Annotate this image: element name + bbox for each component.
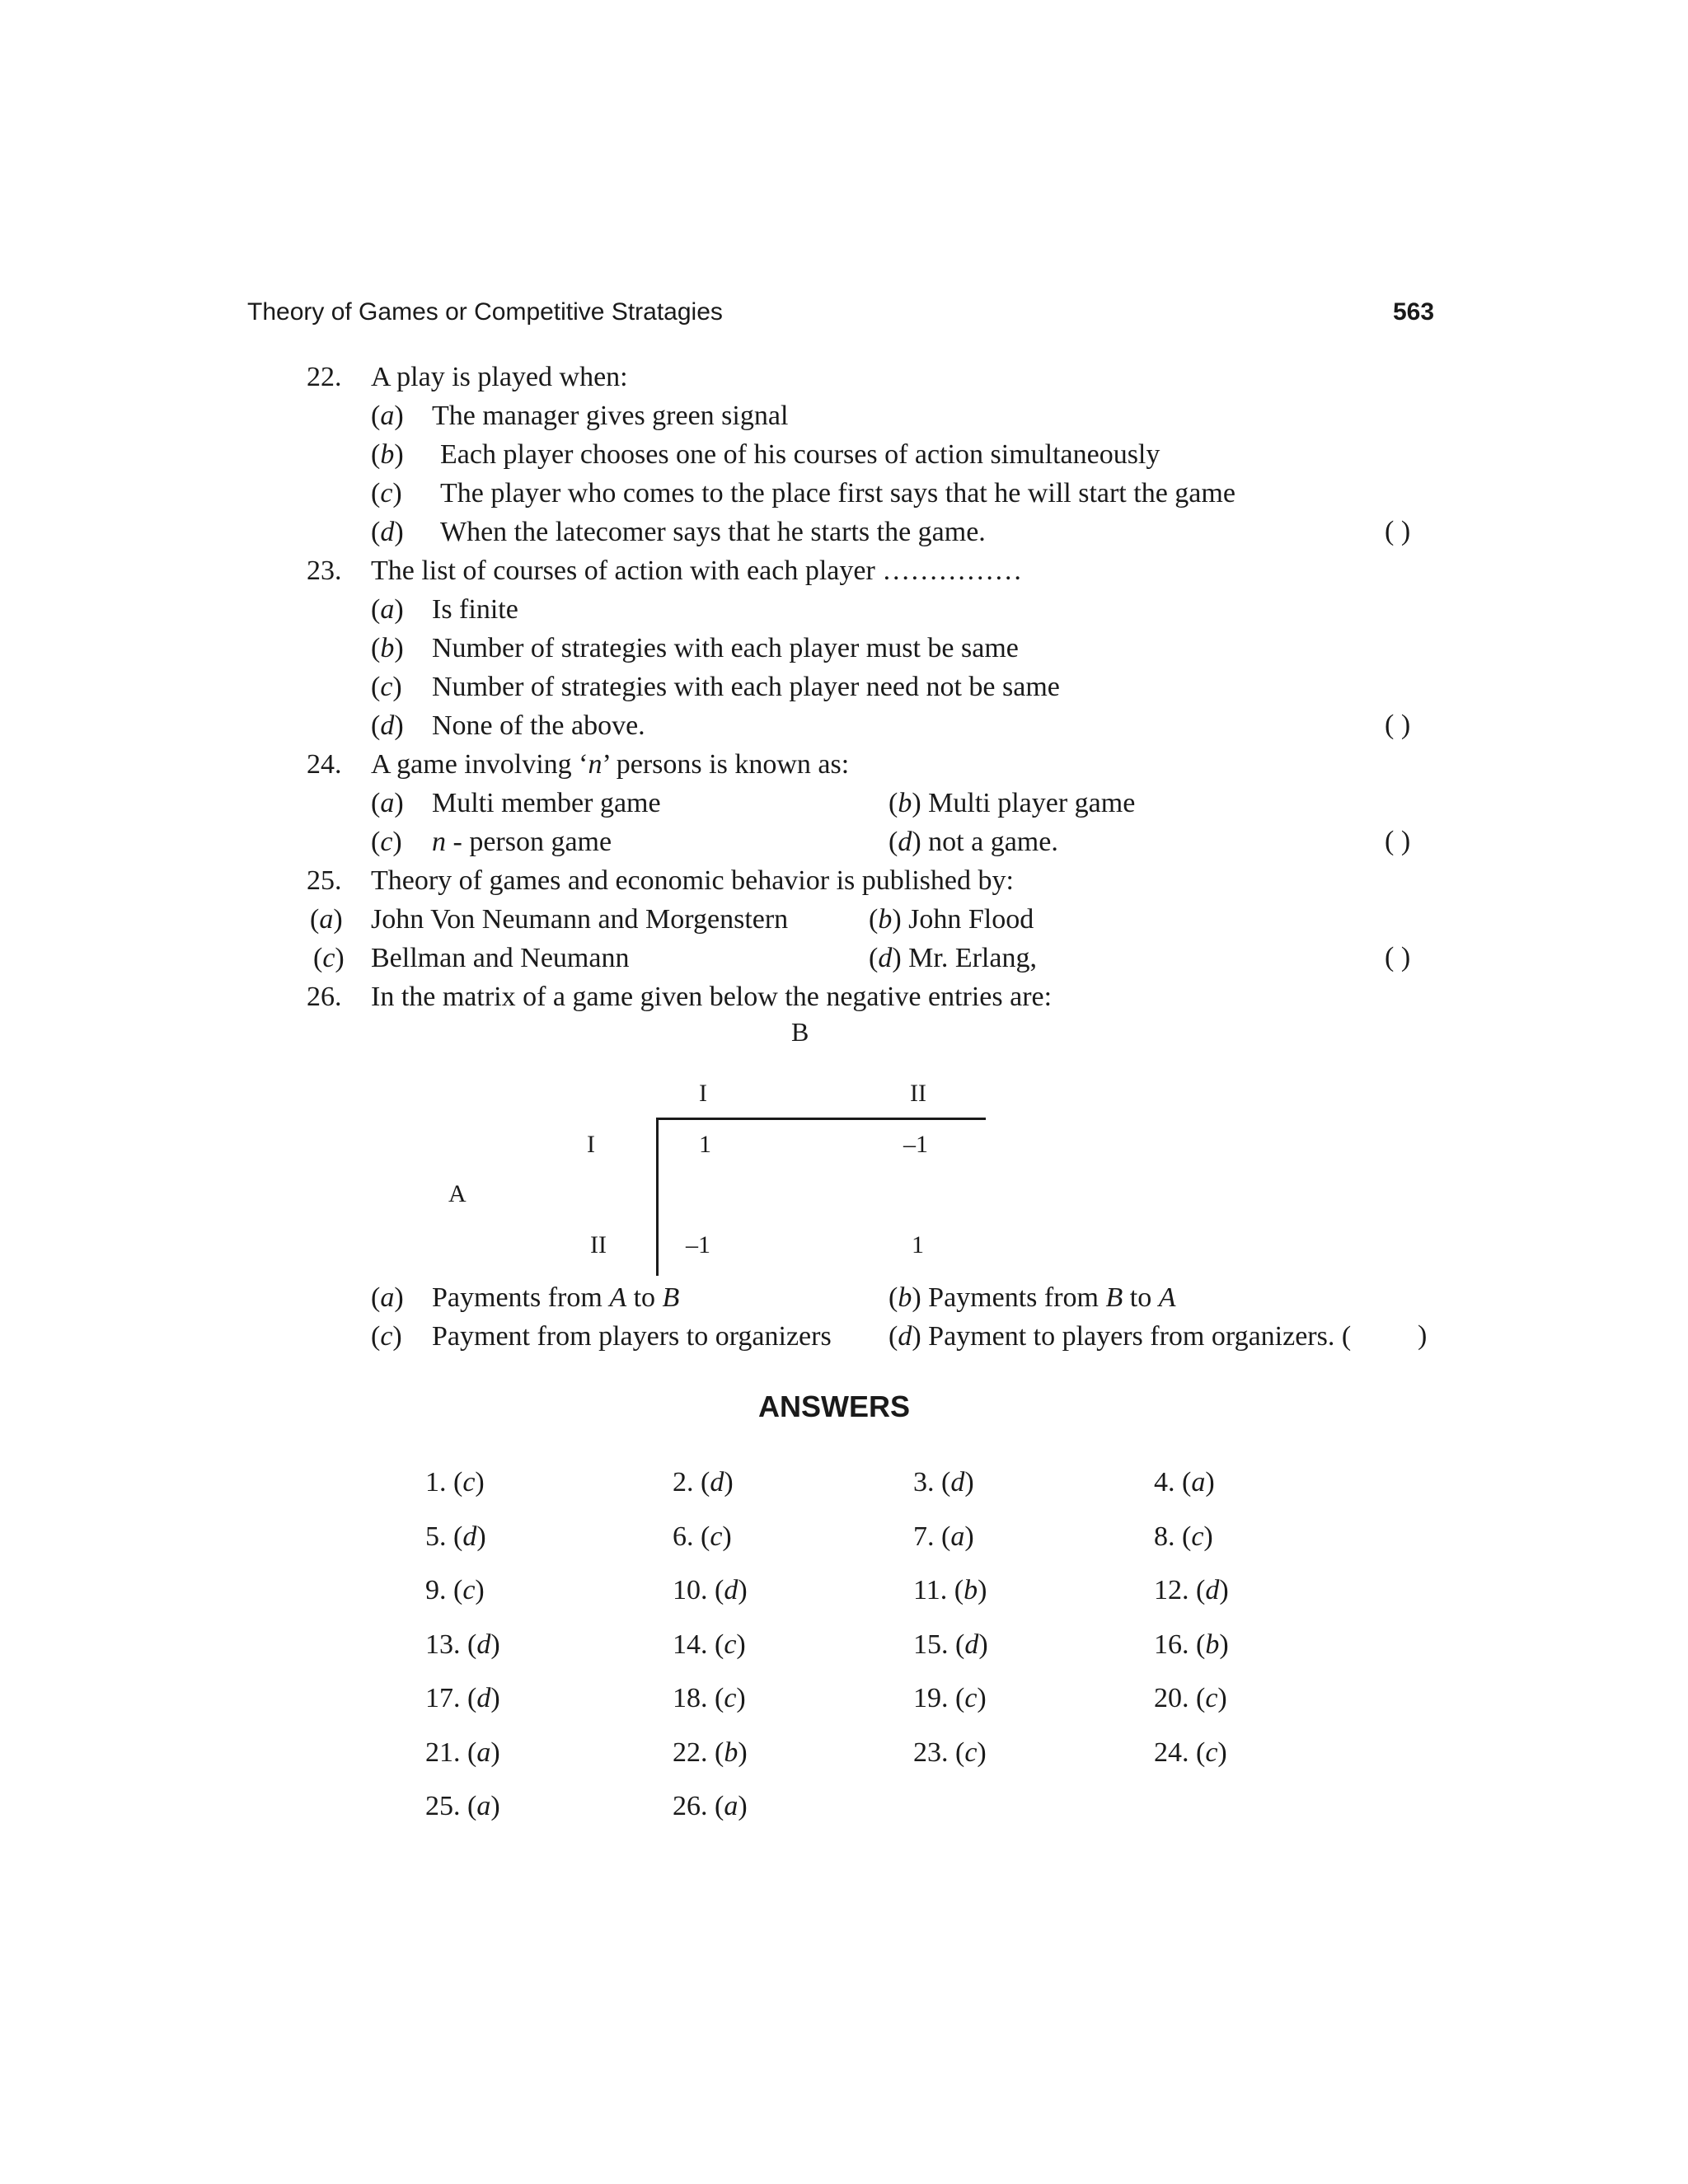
question-22-number: 22. — [307, 362, 342, 392]
answer-number: 19. — [913, 1683, 949, 1713]
answer-item: 25. (a) — [425, 1791, 500, 1821]
question-22-option-d-text: When the latecomer says that he starts the game. — [440, 517, 986, 547]
question-23-text: The list of courses of action with each player …………… — [371, 555, 1023, 586]
answer-option: d — [724, 1575, 738, 1605]
answer-option: a — [476, 1737, 491, 1768]
answer-item: 2. (d) — [673, 1467, 734, 1497]
question-24-option-d: (d) not a game. — [889, 827, 1058, 857]
matrix-row-label-1: I — [587, 1131, 595, 1158]
question-23-answer-box: ( ) — [1385, 710, 1411, 740]
question-25-option-b: (b) John Flood — [869, 904, 1034, 935]
answer-option: c — [724, 1629, 737, 1660]
question-26-text: In the matrix of a game given below the negative entries are: — [371, 982, 1053, 1012]
answer-option: d — [476, 1683, 491, 1713]
answer-option: c — [462, 1575, 476, 1605]
answer-item: 21. (a) — [425, 1737, 500, 1768]
question-26-option-a: (a) — [371, 1282, 404, 1313]
answer-item: 22. (b) — [673, 1737, 748, 1768]
answer-option: b — [1205, 1629, 1220, 1660]
question-25-text: Theory of games and economic behavior is published by: — [371, 865, 1014, 896]
question-25-option-c-text: Bellman and Neumann — [371, 943, 630, 973]
answer-option: d — [964, 1629, 979, 1660]
answer-number: 20. — [1154, 1683, 1189, 1713]
matrix-cell-1-2: –1 — [903, 1131, 928, 1158]
question-22-option-c-text: The player who comes to the place first says that he will start the game — [440, 478, 1236, 509]
matrix-cell-2-2: 1 — [912, 1231, 924, 1258]
answer-option: c — [1205, 1683, 1218, 1713]
matrix-column-label-1: I — [699, 1080, 707, 1107]
answer-item: 24. (c) — [1154, 1737, 1227, 1768]
answer-item: 18. (c) — [673, 1683, 746, 1713]
answer-number: 8. — [1154, 1521, 1175, 1552]
question-24-option-a: (a) — [371, 788, 404, 818]
answer-item: 3. (d) — [913, 1467, 974, 1497]
answer-option: d — [950, 1467, 965, 1497]
answer-number: 24. — [1154, 1737, 1189, 1768]
answer-number: 22. — [673, 1737, 708, 1768]
answer-number: 14. — [673, 1629, 708, 1660]
answer-option: c — [964, 1683, 978, 1713]
answer-number: 1. — [425, 1467, 447, 1497]
question-24-number: 24. — [307, 749, 342, 780]
answer-item: 23. (c) — [913, 1737, 987, 1768]
matrix-left-rule — [656, 1118, 659, 1276]
answer-item: 14. (c) — [673, 1629, 746, 1660]
answer-number: 13. — [425, 1629, 461, 1660]
matrix-column-player-label: B — [791, 1017, 809, 1047]
answer-option: c — [964, 1737, 978, 1768]
question-23-number: 23. — [307, 555, 342, 586]
question-25-option-a-text: John Von Neumann and Morgenstern — [371, 904, 789, 935]
answer-number: 15. — [913, 1629, 949, 1660]
answer-number: 9. — [425, 1575, 447, 1605]
answer-option: a — [476, 1791, 491, 1821]
answer-item: 1. (c) — [425, 1467, 485, 1497]
matrix-top-rule — [656, 1118, 986, 1120]
answer-number: 21. — [425, 1737, 461, 1768]
answer-item: 20. (c) — [1154, 1683, 1227, 1713]
answer-option: a — [724, 1791, 738, 1821]
question-22-option-d: (d) — [371, 517, 404, 547]
answer-item: 19. (c) — [913, 1683, 987, 1713]
answer-option: c — [462, 1467, 476, 1497]
answer-number: 23. — [913, 1737, 949, 1768]
question-23-option-b: (b) — [371, 633, 404, 663]
answer-option: c — [1191, 1521, 1204, 1552]
answer-option: b — [724, 1737, 738, 1768]
question-26-number: 26. — [307, 982, 342, 1012]
answer-option: b — [964, 1575, 978, 1605]
answer-item: 6. (c) — [673, 1521, 732, 1552]
answer-item: 8. (c) — [1154, 1521, 1213, 1552]
question-23-option-d: (d) — [371, 710, 404, 741]
answer-number: 7. — [913, 1521, 935, 1552]
question-22-answer-box: ( ) — [1385, 516, 1411, 546]
answer-number: 16. — [1154, 1629, 1189, 1660]
answer-item: 4. (a) — [1154, 1467, 1215, 1497]
answer-item: 10. (d) — [673, 1575, 748, 1605]
answer-number: 3. — [913, 1467, 935, 1497]
question-26-option-a-text: Payments from A to B — [432, 1282, 680, 1313]
answer-option: d — [710, 1467, 724, 1497]
question-26-answer-box-close: ) — [1418, 1320, 1428, 1351]
question-24-text: A game involving ‘n’ persons is known as: — [371, 749, 850, 780]
answer-number: 10. — [673, 1575, 708, 1605]
answer-item: 5. (d) — [425, 1521, 486, 1552]
question-23-option-c: (c) — [371, 672, 402, 702]
question-24-answer-box: ( ) — [1385, 826, 1411, 856]
question-22-option-a: (a) — [371, 401, 404, 431]
question-23-option-c-text: Number of strategies with each player need not be same — [432, 672, 1060, 702]
answer-option: c — [724, 1683, 737, 1713]
answer-option: c — [710, 1521, 723, 1552]
answer-number: 11. — [913, 1575, 948, 1605]
answer-item: 9. (c) — [425, 1575, 485, 1605]
matrix-cell-2-1: –1 — [686, 1231, 710, 1258]
answer-number: 17. — [425, 1683, 461, 1713]
question-24-option-a-text: Multi member game — [432, 788, 661, 818]
answer-option: d — [1205, 1575, 1220, 1605]
question-24-option-c: (c) — [371, 827, 402, 857]
answer-number: 25. — [425, 1791, 461, 1821]
running-header-title: Theory of Games or Competitive Stratagies — [247, 298, 723, 326]
answer-option: c — [1205, 1737, 1218, 1768]
answer-number: 5. — [425, 1521, 447, 1552]
question-26-option-c-text: Payment from players to organizers — [432, 1321, 832, 1352]
question-23-option-d-text: None of the above. — [432, 710, 645, 741]
question-25-option-c: (c) — [313, 943, 345, 973]
question-24-option-c-text: n - person game — [432, 827, 612, 857]
question-25-answer-box: ( ) — [1385, 942, 1411, 972]
question-25-option-d: (d) Mr. Erlang, — [869, 943, 1037, 973]
page-number: 563 — [1393, 298, 1435, 326]
answer-option: d — [462, 1521, 477, 1552]
answer-option: a — [950, 1521, 965, 1552]
question-22-text: A play is played when: — [371, 362, 628, 392]
answer-number: 4. — [1154, 1467, 1175, 1497]
question-22-option-b-text: Each player chooses one of his courses of action simultaneously — [440, 439, 1160, 470]
question-23-option-a: (a) — [371, 594, 404, 625]
question-22-option-c: (c) — [371, 478, 402, 509]
answer-option: d — [476, 1629, 491, 1660]
question-26-option-b: (b) Payments from B to A — [889, 1282, 1176, 1313]
matrix-row-label-2: II — [590, 1231, 607, 1258]
question-25-option-a: (a) — [310, 904, 343, 935]
answer-number: 6. — [673, 1521, 694, 1552]
answer-item: 26. (a) — [673, 1791, 748, 1821]
answer-item: 11. (b) — [913, 1575, 987, 1605]
answer-number: 12. — [1154, 1575, 1189, 1605]
question-26-option-d: (d) Payment to players from organizers. ( — [889, 1321, 1352, 1352]
question-23-option-b-text: Number of strategies with each player must be same — [432, 633, 1019, 663]
answer-item: 16. (b) — [1154, 1629, 1229, 1660]
answer-item: 12. (d) — [1154, 1575, 1229, 1605]
matrix-row-player-label: A — [448, 1180, 467, 1207]
answer-item: 17. (d) — [425, 1683, 500, 1713]
answers-heading: ANSWERS — [758, 1390, 911, 1423]
answer-option: a — [1191, 1467, 1206, 1497]
question-25-number: 25. — [307, 865, 342, 896]
answer-item: 13. (d) — [425, 1629, 500, 1660]
answer-item: 7. (a) — [913, 1521, 974, 1552]
answer-number: 18. — [673, 1683, 708, 1713]
answer-number: 26. — [673, 1791, 708, 1821]
question-22-option-b: (b) — [371, 439, 404, 470]
matrix-column-label-2: II — [910, 1080, 926, 1107]
question-22-option-a-text: The manager gives green signal — [432, 401, 789, 431]
question-24-option-b: (b) Multi player game — [889, 788, 1136, 818]
answer-number: 2. — [673, 1467, 694, 1497]
answer-item: 15. (d) — [913, 1629, 988, 1660]
question-23-option-a-text: Is finite — [432, 594, 518, 625]
matrix-cell-1-1: 1 — [699, 1131, 711, 1158]
question-26-option-c: (c) — [371, 1321, 402, 1352]
